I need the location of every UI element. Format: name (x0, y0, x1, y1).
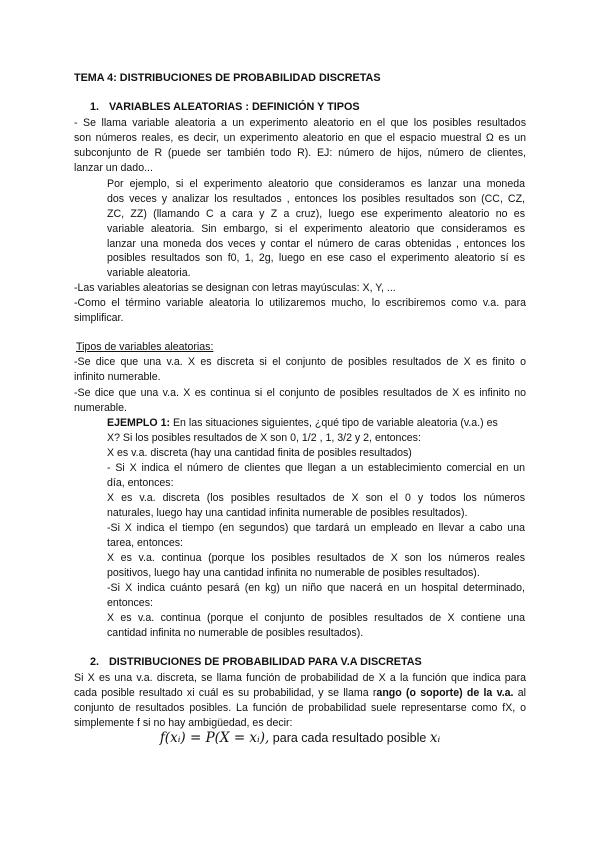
p3-line: -Las variables aleatorias se designan con letras mayúsculas: X, Y, ... (74, 282, 396, 294)
document-title: TEMA 4: DISTRIBUCIONES DE PROBABILIDAD DISCRETAS (74, 72, 381, 84)
formula-var: xᵢ (429, 730, 441, 746)
p4-line: -Como el término variable aleatoria lo utilizaremos mucho, lo escribiremos como v.a. para (74, 297, 526, 309)
p1-line: subconjunto de R (puede ser también todo R). EJ: número de hijos, número de clientes, (74, 147, 526, 159)
p1-line: - Se llama variable aleatoria a un experimento aleatorio en el que los posibles resultados (74, 117, 526, 129)
p1-line: son números reales, es decir, un experimento aleatorio en que el espacio muestral Ω es un (74, 132, 526, 144)
example-line: cantidad infinita no numerable de posibles resultados). (107, 627, 364, 639)
example-line: X es v.a. continua (porque el conjunto de posibles resultados de X contiene una (107, 612, 525, 624)
section-2-number: 2. (90, 656, 100, 668)
example-line: X? Si los posibles resultados de X son 0, 1/2 , 1, 3/2 y 2, entonces: (107, 432, 421, 444)
p2-line: ZC, ZZ) (llamando C a cara y Z a cruz), luego ese experimento aleatorio no es (107, 208, 525, 220)
example-line: -Si X indica el tiempo (en segundos) que tardará un empleado en llevar a cabo una (107, 522, 525, 534)
p2-line: variable aleatoria. Sin embargo, si el experimento aleatorio que consideramos es (107, 223, 525, 235)
p2-line: variable aleatoria. (107, 267, 191, 279)
section-1-title: VARIABLES ALEATORIAS : DEFINICIÓN Y TIPOS (109, 101, 360, 113)
p7-line (74, 686, 526, 700)
p6-line: numerable. (74, 402, 127, 414)
section-1-number: 1. (90, 101, 100, 113)
example-line: X es v.a. discreta (hay una cantidad finita de posibles resultados) (107, 447, 412, 459)
p5-line: -Se dice que una v.a. X es discreta si el conjunto de posibles resultados de X es finito o (74, 356, 526, 368)
p6-line: -Se dice que una v.a. X es continua si el conjunto de posibles resultados de X es infinito no (74, 387, 526, 399)
p2-line: dos veces y analizar los resultados , entonces los posibles resultados son (CC, CZ, (107, 193, 525, 205)
example-line: -Si X indica cuánto pesará (en kg) un niño que nacerá en un hospital determinado, (107, 582, 525, 594)
formula-text: para cada resultado posible (269, 731, 430, 745)
p2-line: posibles resultados son f0, 1, 2g, luego en ese caso el experimento aleatorio sí es (107, 252, 525, 264)
example-line: X es v.a. discreta (los posibles resultados de X son el 0 y todos los números (107, 492, 525, 504)
example-line: entonces: (107, 597, 153, 609)
p7-line: simplemente f si no hay ambigüedad, es decir: (74, 717, 293, 729)
example-line: tarea, entonces: (107, 537, 183, 549)
example-1-label: EJEMPLO 1: (107, 417, 170, 429)
rango-term: ango (o soporte) de la v.a. (376, 687, 514, 699)
formula-lhs: f(xᵢ) = P(X = xᵢ), (159, 730, 270, 746)
p1-line: lanzar un dado... (74, 162, 153, 174)
example-line: - Si X indica el número de clientes que llegan a un establecimiento comercial en un (107, 462, 525, 474)
example-line: positivos, luego hay una cantidad infinita no numerable de posibles resultados). (107, 567, 480, 579)
section-2-title: DISTRIBUCIONES DE PROBABILIDAD PARA V.A DISCRETAS (109, 656, 422, 668)
example-line: día, entonces: (107, 477, 174, 489)
tipos-heading: Tipos de variables aleatorias: (76, 341, 214, 353)
p7-text: cada posible resultado xi cuál es su probabilidad, y se llama r (74, 687, 377, 699)
p2-line: Por ejemplo, si el experimento aleatorio que consideramos es lanzar una moneda (107, 178, 525, 190)
p4-line: simplificar. (74, 312, 124, 324)
p2-line: lanzar una moneda dos veces y contar el número de caras obtenidas , entonces los (107, 238, 525, 250)
example-1-first-line (107, 416, 498, 430)
example-1-question: En las situaciones siguientes, ¿qué tipo de variable aleatoria (v.a.) es (170, 417, 498, 429)
p5-line: infinito numerable. (74, 371, 161, 383)
example-line: naturales, luego hay una cantidad infinita numerable de posibles resultados). (107, 507, 468, 519)
p7-text: al (513, 687, 526, 699)
probability-function-formula (0, 730, 600, 746)
example-line: X es v.a. continua (porque los posibles resultados de X son los números reales (107, 552, 525, 564)
p7-line: conjunto de resultados posibles. La función de probabilidad suele representarse como fX, o (74, 702, 526, 714)
p7-line: Si X es una v.a. discreta, se llama función de probabilidad de X a la función que indica para (74, 672, 526, 684)
